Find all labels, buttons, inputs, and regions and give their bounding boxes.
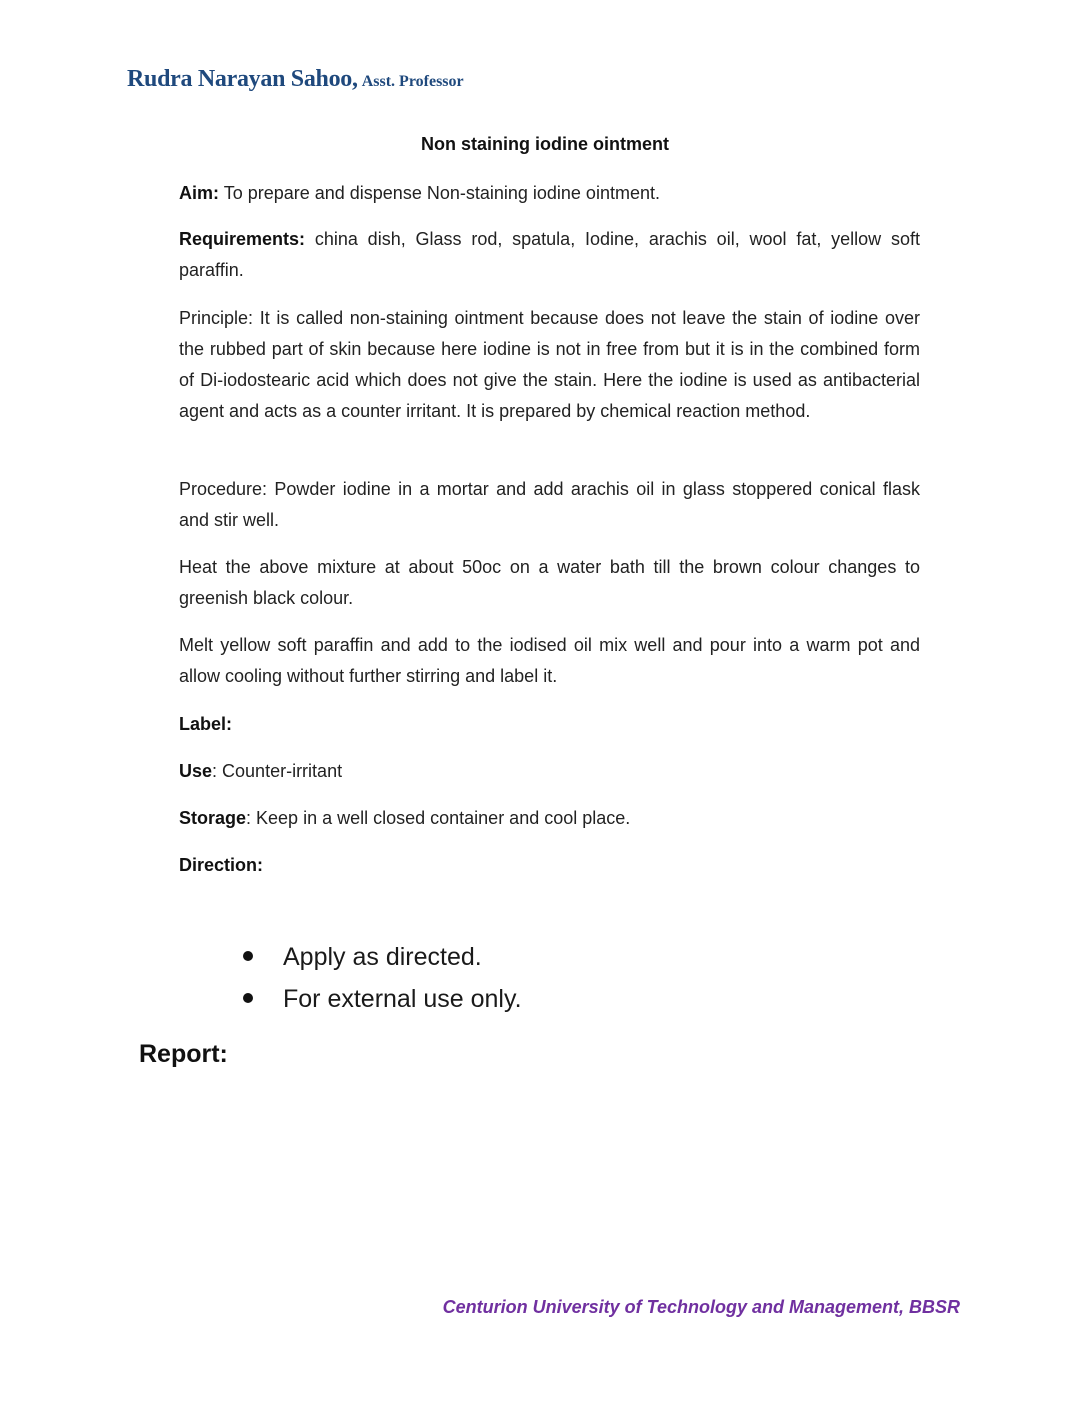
requirements-label: Requirements:: [179, 229, 306, 249]
use-paragraph: [179, 756, 920, 787]
aim-paragraph: [179, 178, 920, 209]
storage-paragraph: [179, 803, 920, 834]
procedure-step-1: Procedure: Powder iodine in a mortar and add arachis oil in glass stoppered conical flask and stir well.: [179, 479, 920, 530]
report-heading: Report:: [139, 1040, 228, 1068]
aim-text: To prepare and dispense Non-staining iodine ointment.: [223, 183, 660, 203]
direction-item: [240, 978, 522, 1020]
institution-footer: Centurion University of Technology and Management, BBSR: [442, 1297, 960, 1317]
author-role: Asst. Professor: [361, 73, 464, 90]
bullet-icon: [243, 993, 253, 1003]
bullet-icon: [243, 951, 253, 961]
use-label: Use: [179, 761, 213, 781]
author-name: Rudra Narayan Sahoo,: [127, 66, 358, 92]
requirements-text: china dish, Glass rod, spatula, Iodine, arachis oil, wool fat, yellow soft paraffin.: [179, 229, 920, 280]
principle-paragraph: Principle: It is called non-staining ointment because does not leave the stain of iodine over the rubbed part of skin because here iodine is not in free from but it is in the combined form of Di-iodostearic acid which does not give the stain. Here the iodine is used as antibacterial agent and acts as a counter irritant. It is prepared by chemical reaction method.: [179, 308, 920, 421]
use-text: : Counter-irritant: [212, 761, 343, 781]
author-header: [127, 66, 464, 93]
procedure-step-2: Heat the above mixture at about 50oc on a water bath till the brown colour changes to greenish black colour.: [179, 557, 920, 608]
label-heading-text: Label:: [179, 714, 233, 734]
direction-item: [240, 936, 522, 978]
storage-text: : Keep in a well closed container and cool place.: [246, 808, 631, 828]
direction-heading-text: Direction:: [179, 855, 264, 875]
procedure-step-3: Melt yellow soft paraffin and add to the iodised oil mix well and pour into a warm pot and allow cooling without further stirring and label it.: [179, 635, 920, 686]
storage-label: Storage: [179, 808, 247, 828]
aim-label: Aim:: [179, 183, 219, 203]
direction-heading: [179, 850, 920, 881]
document-title: Non staining iodine ointment: [421, 134, 669, 154]
requirements-paragraph: [179, 224, 920, 286]
direction-item-text: For external use only.: [283, 985, 522, 1013]
directions-list: [240, 936, 522, 1020]
label-heading: [179, 709, 920, 740]
direction-item-text: Apply as directed.: [283, 943, 482, 971]
